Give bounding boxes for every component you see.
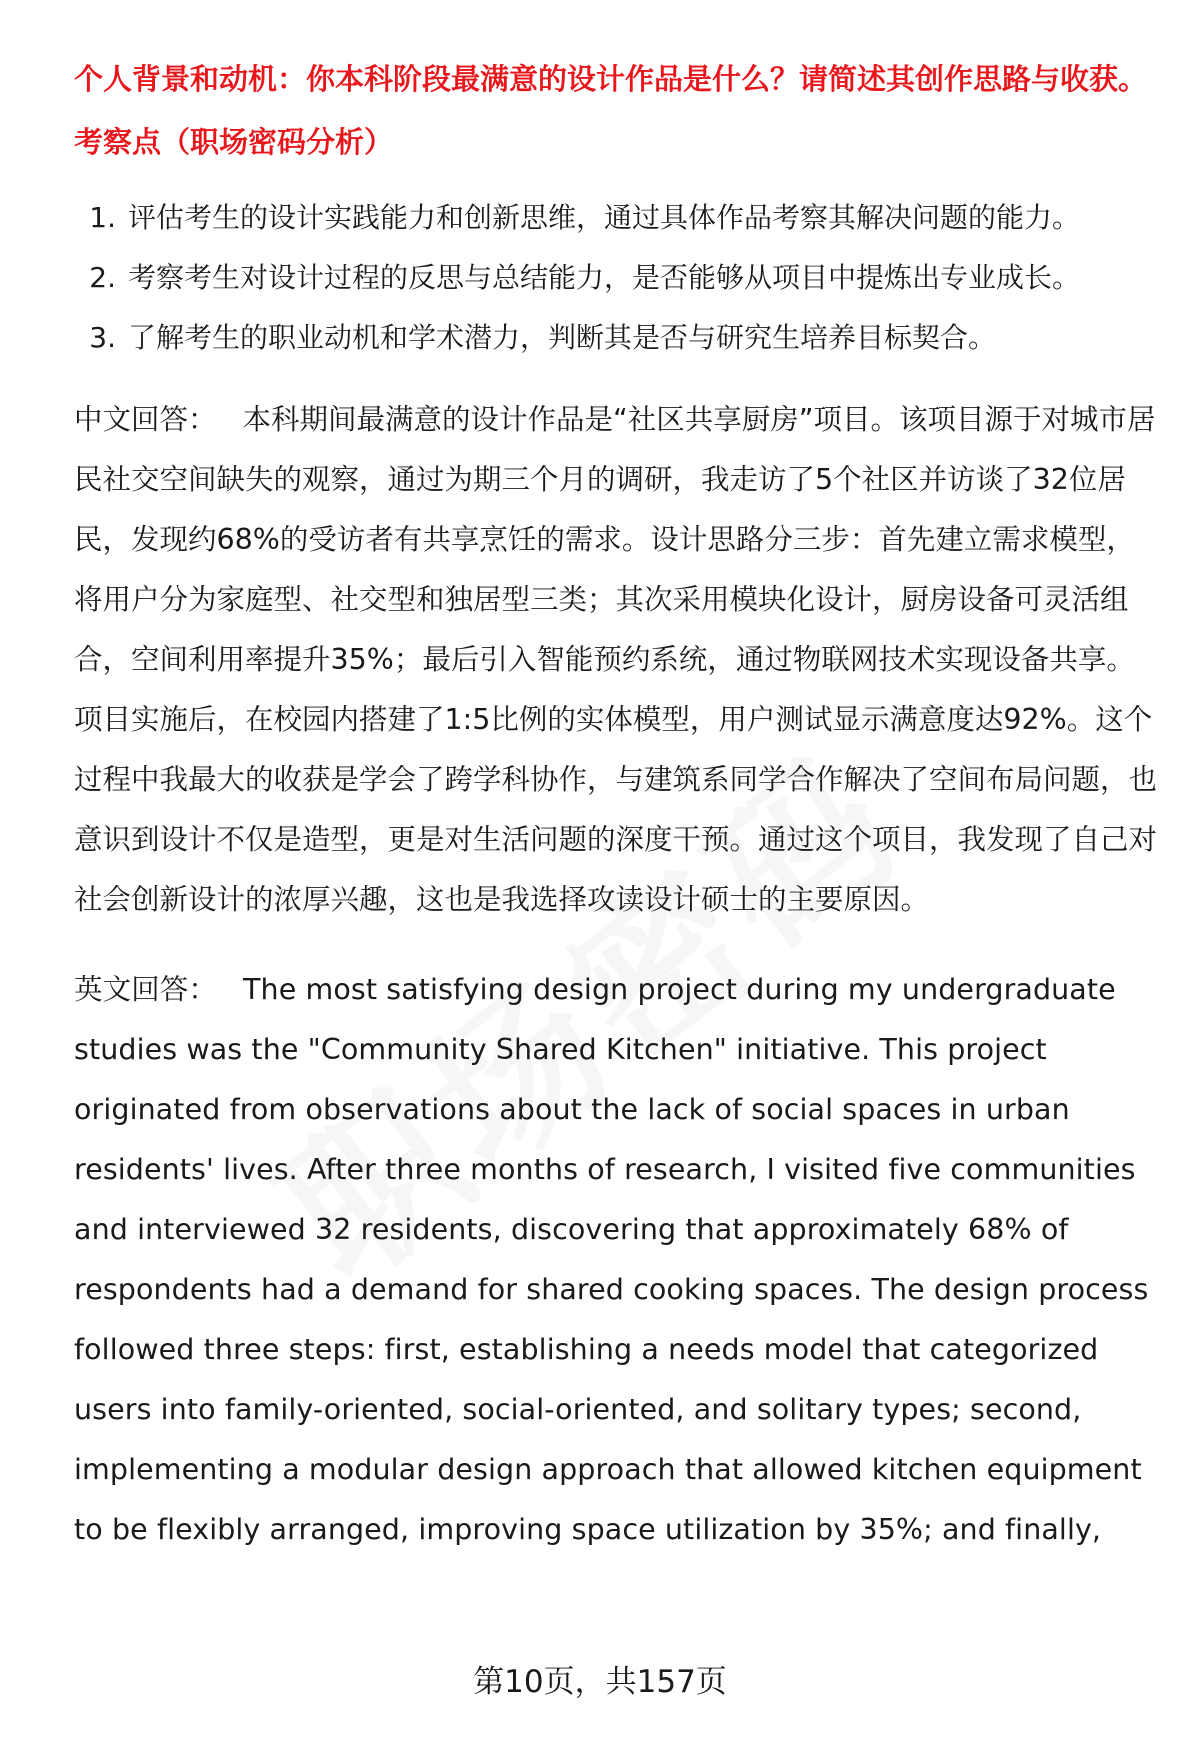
assessment-points-list bbox=[74, 188, 1160, 368]
chinese-answer-label: 中文回答： bbox=[74, 403, 217, 436]
list-item bbox=[74, 308, 1160, 368]
list-item-number: 3. bbox=[89, 321, 116, 354]
list-item-number: 1. bbox=[89, 201, 116, 234]
english-answer-paragraph bbox=[74, 960, 1160, 1560]
english-answer-text: The most satisfying design project during my undergraduate studies was the "Community Shared Kitchen" initiative. This project originated from observations about the lack of social spaces in urban residents' lives. After three months of research, I visited five communities and interviewed 32 residents, discovering that approximately 68% of respondents had a demand for shared cooking spaces. The design process followed three steps: first, establishing a needs model that categorized users into family-oriented, social-oriented, and solitary types; second, implementing a modular design approach that allowed kitchen equipment to be flexibly arranged, improving space utilization by 35%; and finally, bbox=[74, 973, 1149, 1546]
list-item-text: 考察考生对设计过程的反思与总结能力，是否能够从项目中提炼出专业成长。 bbox=[128, 261, 1081, 294]
list-item bbox=[74, 248, 1160, 308]
page-number-footer: 第10页，共157页 bbox=[473, 1664, 727, 1700]
page-content bbox=[74, 58, 1160, 1560]
question-title: 个人背景和动机：你本科阶段最满意的设计作品是什么？请简述其创作思路与收获。 bbox=[74, 62, 1148, 96]
list-item-text: 了解考生的职业动机和学术潜力，判断其是否与研究生培养目标契合。 bbox=[128, 321, 997, 354]
section-heading: 考察点（职场密码分析） bbox=[74, 125, 394, 159]
chinese-answer-text: 本科期间最满意的设计作品是“社区共享厨房”项目。该项目源于对城市居民社交空间缺失的观察，通过为期三个月的调研，我走访了5个社区并访谈了32位居民，发现约68%的受访者有共享烹饪的需求。设计思路分三步：首先建立需求模型，将用户分为家庭型、社交型和独居型三类；其次采用模块化设计，厨房设备可灵活组合，空间利用率提升35%；最后引入智能预约系统，通过物联网技术实现设备共享。项目实施后，在校园内搭建了1:5比例的实体模型，用户测试显示满意度达92%。这个过程中我最大的收获是学会了跨学科协作，与建筑系同学合作解决了空间布局问题，也意识到设计不仅是造型，更是对生活问题的深度干预。通过这个项目，我发现了自己对社会创新设计的浓厚兴趣，这也是我选择攻读设计硕士的主要原因。 bbox=[74, 403, 1158, 916]
list-item-text: 评估考生的设计实践能力和创新思维，通过具体作品考察其解决问题的能力。 bbox=[128, 201, 1081, 234]
list-item bbox=[74, 188, 1160, 248]
list-item-number: 2. bbox=[89, 261, 116, 294]
chinese-answer-paragraph bbox=[74, 390, 1160, 930]
english-answer-label: 英文回答： bbox=[74, 973, 218, 1006]
